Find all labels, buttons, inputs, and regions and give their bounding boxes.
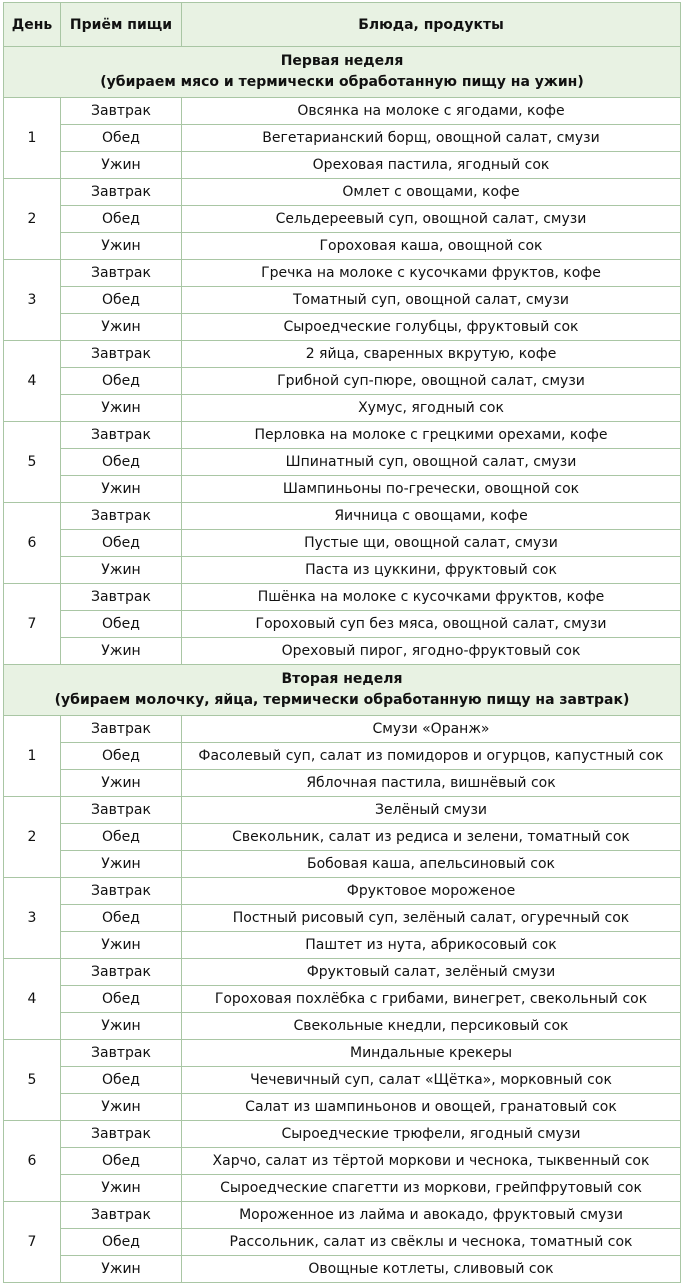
- day-number: 2: [4, 797, 61, 878]
- day-number: 4: [4, 959, 61, 1040]
- dish-description: Овсянка на молоке с ягодами, кофе: [182, 98, 681, 125]
- dish-description: Сыроедческие спагетти из моркови, грейпфрутовый сок: [182, 1175, 681, 1202]
- day-number: 6: [4, 503, 61, 584]
- meal-name: Ужин: [61, 932, 182, 959]
- dish-description: Хумус, ягодный сок: [182, 395, 681, 422]
- table-row: [4, 314, 681, 341]
- dish-description: Смузи «Оранж»: [182, 716, 681, 743]
- table-row: [4, 770, 681, 797]
- table-row: [4, 395, 681, 422]
- table-row: [4, 1013, 681, 1040]
- day-number: 1: [4, 98, 61, 179]
- day-number: 6: [4, 1121, 61, 1202]
- dish-description: Ореховая пастила, ягодный сок: [182, 152, 681, 179]
- table-row: [4, 98, 681, 125]
- table-row: [4, 611, 681, 638]
- meal-name: Завтрак: [61, 878, 182, 905]
- table-row: [4, 503, 681, 530]
- dish-description: Яблочная пастила, вишнёвый сок: [182, 770, 681, 797]
- table-row: [4, 1256, 681, 1283]
- meal-name: Ужин: [61, 557, 182, 584]
- table-row: [4, 1229, 681, 1256]
- dish-description: Бобовая каша, апельсиновый сок: [182, 851, 681, 878]
- dish-description: Салат из шампиньонов и овощей, гранатовый сок: [182, 1094, 681, 1121]
- table-row: [4, 932, 681, 959]
- day-number: 3: [4, 260, 61, 341]
- meal-plan-table: [3, 2, 681, 1283]
- meal-name: Обед: [61, 530, 182, 557]
- meal-name: Завтрак: [61, 797, 182, 824]
- dish-description: 2 яйца, сваренных вкрутую, кофе: [182, 341, 681, 368]
- dish-description: Шпинатный суп, овощной салат, смузи: [182, 449, 681, 476]
- header-day: День: [4, 3, 61, 47]
- dish-description: Вегетарианский борщ, овощной салат, смузи: [182, 125, 681, 152]
- table-row: [4, 905, 681, 932]
- day-number: 2: [4, 179, 61, 260]
- dish-description: Чечевичный суп, салат «Щётка», морковный сок: [182, 1067, 681, 1094]
- table-row: [4, 206, 681, 233]
- dish-description: Гороховая похлёбка с грибами, винегрет, свекольный сок: [182, 986, 681, 1013]
- meal-name: Ужин: [61, 1175, 182, 1202]
- table-row: [4, 851, 681, 878]
- meal-name: Завтрак: [61, 959, 182, 986]
- meal-name: Завтрак: [61, 503, 182, 530]
- table-row: [4, 530, 681, 557]
- meal-name: Обед: [61, 287, 182, 314]
- meal-name: Обед: [61, 824, 182, 851]
- meal-name: Обед: [61, 1229, 182, 1256]
- table-row: [4, 557, 681, 584]
- week-subtitle: (убираем молочку, яйца, термически обработанную пищу на завтрак): [54, 692, 630, 708]
- meal-name: Обед: [61, 1067, 182, 1094]
- dish-description: Гороховая каша, овощной сок: [182, 233, 681, 260]
- meal-name: Обед: [61, 743, 182, 770]
- table-body: [4, 47, 681, 1283]
- meal-name: Обед: [61, 449, 182, 476]
- dish-description: Грибной суп-пюре, овощной салат, смузи: [182, 368, 681, 395]
- meal-name: Обед: [61, 905, 182, 932]
- week-subtitle: (убираем мясо и термически обработанную пищу на ужин): [100, 74, 584, 90]
- meal-name: Завтрак: [61, 422, 182, 449]
- day-number: 5: [4, 422, 61, 503]
- meal-name: Завтрак: [61, 716, 182, 743]
- table-row: [4, 260, 681, 287]
- dish-description: Харчо, салат из тёртой моркови и чеснока, тыквенный сок: [182, 1148, 681, 1175]
- dish-description: Фруктовое мороженое: [182, 878, 681, 905]
- meal-name: Ужин: [61, 395, 182, 422]
- meal-name: Ужин: [61, 1094, 182, 1121]
- day-number: 5: [4, 1040, 61, 1121]
- day-number: 1: [4, 716, 61, 797]
- dish-description: Ореховый пирог, ягодно-фруктовый сок: [182, 638, 681, 665]
- table-row: [4, 584, 681, 611]
- day-number: 4: [4, 341, 61, 422]
- table-row: [4, 368, 681, 395]
- meal-name: Обед: [61, 125, 182, 152]
- header-dishes: Блюда, продукты: [182, 3, 681, 47]
- dish-description: Постный рисовый суп, зелёный салат, огуречный сок: [182, 905, 681, 932]
- table-row: [4, 638, 681, 665]
- meal-name: Завтрак: [61, 1202, 182, 1229]
- table-row: [4, 743, 681, 770]
- table-row: [4, 1148, 681, 1175]
- day-number: 3: [4, 878, 61, 959]
- meal-name: Обед: [61, 1148, 182, 1175]
- meal-name: Завтрак: [61, 179, 182, 206]
- dish-description: Фруктовый салат, зелёный смузи: [182, 959, 681, 986]
- week-title: Вторая неделя: [281, 671, 403, 687]
- dish-description: Перловка на молоке с грецкими орехами, кофе: [182, 422, 681, 449]
- meal-name: Ужин: [61, 638, 182, 665]
- week-title: Первая неделя: [280, 53, 404, 69]
- meal-name: Ужин: [61, 770, 182, 797]
- dish-description: Пустые щи, овощной салат, смузи: [182, 530, 681, 557]
- day-number: 7: [4, 1202, 61, 1283]
- meal-name: Завтрак: [61, 1040, 182, 1067]
- meal-name: Обед: [61, 368, 182, 395]
- meal-name: Ужин: [61, 1013, 182, 1040]
- dish-description: Паста из цуккини, фруктовый сок: [182, 557, 681, 584]
- table-row: [4, 341, 681, 368]
- dish-description: Рассольник, салат из свёклы и чеснока, томатный сок: [182, 1229, 681, 1256]
- dish-description: Свекольник, салат из редиса и зелени, томатный сок: [182, 824, 681, 851]
- table-row: [4, 1094, 681, 1121]
- dish-description: Сыроедческие трюфели, ягодный смузи: [182, 1121, 681, 1148]
- meal-name: Ужин: [61, 314, 182, 341]
- dish-description: Шампиньоны по-гречески, овощной сок: [182, 476, 681, 503]
- week-header: [4, 47, 681, 98]
- table-row: [4, 1202, 681, 1229]
- dish-description: Паштет из нута, абрикосовый сок: [182, 932, 681, 959]
- table-row: [4, 125, 681, 152]
- dish-description: Сыроедческие голубцы, фруктовый сок: [182, 314, 681, 341]
- meal-name: Ужин: [61, 1256, 182, 1283]
- dish-description: Мороженное из лайма и авокадо, фруктовый смузи: [182, 1202, 681, 1229]
- meal-name: Ужин: [61, 233, 182, 260]
- table-row: [4, 1067, 681, 1094]
- meal-name: Завтрак: [61, 1121, 182, 1148]
- dish-description: Миндальные крекеры: [182, 1040, 681, 1067]
- table-row: [4, 878, 681, 905]
- dish-description: Свекольные кнедли, персиковый сок: [182, 1013, 681, 1040]
- table-row: [4, 1175, 681, 1202]
- table-row: [4, 797, 681, 824]
- meal-name: Завтрак: [61, 98, 182, 125]
- table-row: [4, 986, 681, 1013]
- week-header: [4, 665, 681, 716]
- dish-description: Омлет с овощами, кофе: [182, 179, 681, 206]
- table-row: [4, 824, 681, 851]
- table-row: [4, 959, 681, 986]
- meal-name: Обед: [61, 611, 182, 638]
- meal-name: Завтрак: [61, 584, 182, 611]
- meal-name: Обед: [61, 206, 182, 233]
- meal-name: Завтрак: [61, 260, 182, 287]
- week-header-row: [4, 665, 681, 716]
- table-row: [4, 179, 681, 206]
- dish-description: Фасолевый суп, салат из помидоров и огурцов, капустный сок: [182, 743, 681, 770]
- meal-name: Ужин: [61, 851, 182, 878]
- table-row: [4, 287, 681, 314]
- table-row: [4, 152, 681, 179]
- table-row: [4, 476, 681, 503]
- dish-description: Яичница с овощами, кофе: [182, 503, 681, 530]
- table-row: [4, 233, 681, 260]
- dish-description: Гречка на молоке с кусочками фруктов, кофе: [182, 260, 681, 287]
- dish-description: Зелёный смузи: [182, 797, 681, 824]
- dish-description: Пшёнка на молоке с кусочками фруктов, кофе: [182, 584, 681, 611]
- dish-description: Гороховый суп без мяса, овощной салат, смузи: [182, 611, 681, 638]
- meal-name: Завтрак: [61, 341, 182, 368]
- meal-name: Обед: [61, 986, 182, 1013]
- header-meal: Приём пищи: [61, 3, 182, 47]
- meal-name: Ужин: [61, 152, 182, 179]
- week-header-row: [4, 47, 681, 98]
- dish-description: Томатный суп, овощной салат, смузи: [182, 287, 681, 314]
- dish-description: Овощные котлеты, сливовый сок: [182, 1256, 681, 1283]
- table-row: [4, 449, 681, 476]
- dish-description: Сельдереевый суп, овощной салат, смузи: [182, 206, 681, 233]
- day-number: 7: [4, 584, 61, 665]
- table-row: [4, 1040, 681, 1067]
- meal-name: Ужин: [61, 476, 182, 503]
- table-row: [4, 422, 681, 449]
- header-row: [4, 3, 681, 47]
- table-row: [4, 1121, 681, 1148]
- table-row: [4, 716, 681, 743]
